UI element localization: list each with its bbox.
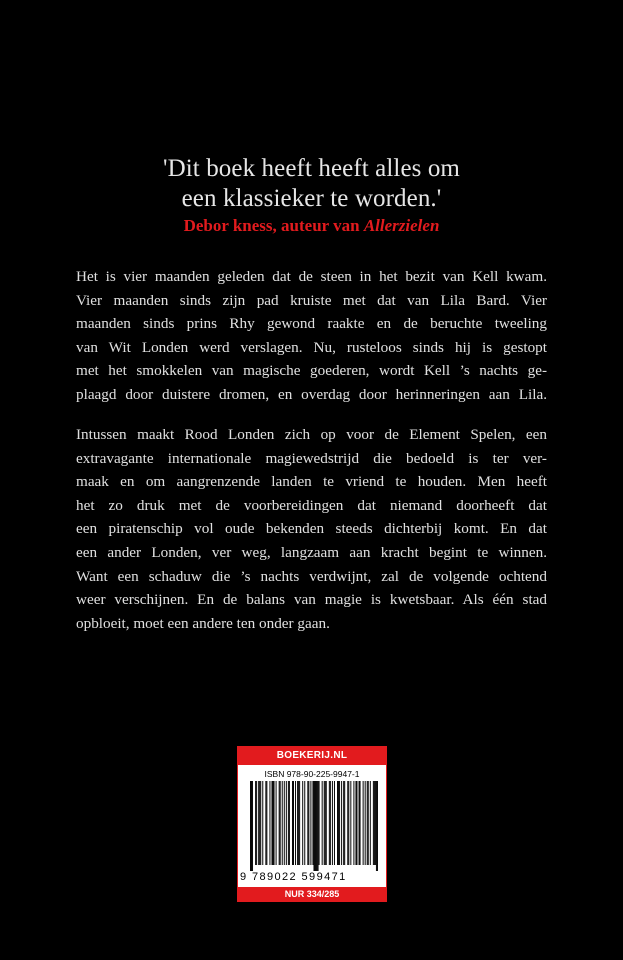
blurb-line: met het smokkelen van magische goederen, wordt Kell ’s nachts ge- — [76, 362, 547, 380]
barcode-bar — [334, 781, 335, 865]
blurb-line: plaagd door duistere dromen, en overdag door herinneringen aan Lila. — [76, 385, 547, 403]
barcode-bar — [298, 781, 299, 865]
barcode-bar — [293, 781, 294, 865]
barcode-bar — [348, 781, 349, 865]
barcode-bar — [373, 781, 374, 865]
barcode-bar — [322, 781, 323, 865]
barcode-bar — [286, 781, 287, 865]
quote-line-2: een klassieker te worden.' — [181, 185, 442, 212]
barcode-bar — [299, 781, 300, 865]
barcode-bar — [315, 781, 316, 871]
barcode-bar — [376, 781, 377, 871]
barcode-bar — [273, 781, 274, 865]
barcode-bar — [260, 781, 261, 865]
barcode-bar — [272, 781, 273, 865]
barcode-bar — [375, 781, 376, 865]
barcode-bar — [250, 781, 251, 871]
blurb-line: het zo druk met de voorbereidingen dat niemand doorheeft dat — [76, 496, 547, 514]
blurb-line: weer verschijnen. En de balans van magie is kwetsbaar. Als één stad — [76, 591, 547, 609]
nur-code: NUR 334/285 — [238, 887, 386, 901]
barcode-bar — [262, 781, 263, 865]
barcode-bar — [341, 781, 342, 865]
barcode-bar — [350, 781, 351, 865]
review-quote — [0, 154, 623, 237]
barcode-bar — [363, 781, 364, 865]
blurb-line: maak en om aangrenzende landen te vriend te houden. Men heeft — [76, 473, 547, 491]
isbn-label: ISBN 978-90-225-9947-1 — [264, 769, 360, 779]
barcode-sticker — [237, 746, 387, 902]
blurb-line: Het is vier maanden geleden dat de steen in het bezit van Kell kwam. — [76, 268, 547, 285]
barcode — [250, 781, 378, 871]
blurb-line: Intussen maakt Rood Londen zich op voor de Element Spelen, een — [76, 426, 547, 443]
barcode-bar — [266, 781, 267, 865]
barcode-bar — [353, 781, 354, 865]
barcode-bar — [316, 781, 317, 871]
blurb-paragraph-2 — [76, 423, 547, 635]
barcode-bar — [347, 781, 348, 865]
barcode-bar — [265, 781, 266, 865]
barcode-bar — [259, 781, 260, 865]
barcode-bar — [251, 781, 252, 871]
barcode-bar — [319, 781, 320, 865]
barcode-bar — [355, 781, 356, 865]
barcode-bar — [256, 781, 257, 865]
barcode-bar — [330, 781, 331, 865]
barcode-bar — [279, 781, 280, 865]
blurb-line: een piratenschip vol oude bekenden steeds dichterbij komt. En dat — [76, 520, 547, 538]
barcode-bar — [312, 781, 313, 865]
barcode-bar — [368, 781, 369, 865]
blurb-paragraph-1 — [76, 265, 547, 407]
quote-attribution — [0, 215, 623, 237]
barcode-digits: 9 789022 599471 — [240, 871, 347, 883]
barcode-bar — [337, 781, 338, 865]
barcode-bar — [367, 781, 368, 865]
barcode-bar — [282, 781, 283, 865]
barcode-bar — [370, 781, 371, 865]
barcode-bar — [308, 781, 309, 865]
blurb-line: een ander Londen, ver weg, langzaam aan kracht begint te winnen. — [76, 543, 547, 561]
barcode-bar — [359, 781, 360, 865]
blurb-line: maanden sinds prins Rhy gewond raakte en de beruchte tweeling — [76, 315, 547, 333]
barcode-bar — [329, 781, 330, 865]
barcode-bar — [310, 781, 311, 865]
barcode-bar — [292, 781, 293, 865]
barcode-bar — [313, 781, 314, 871]
barcode-bar — [280, 781, 281, 865]
barcode-bar — [284, 781, 285, 865]
barcode-bar — [356, 781, 357, 865]
barcode-bar — [326, 781, 327, 865]
barcode-bar — [344, 781, 345, 865]
barcode-bar — [377, 781, 378, 871]
barcode-bar — [338, 781, 339, 865]
barcode-bar — [258, 781, 259, 865]
barcode-bar — [339, 781, 340, 865]
quote-line-1: 'Dit boek heeft heeft alles om — [163, 155, 460, 182]
barcode-bar — [295, 781, 296, 865]
barcode-bar — [304, 781, 305, 865]
barcode-bar — [307, 781, 308, 865]
barcode-bar — [252, 781, 253, 871]
barcode-bar — [343, 781, 344, 865]
blurb-line: Vier maanden sinds zijn pad kruiste met dat van Lila Bard. Vier — [76, 291, 547, 309]
blurb-line: extravagante internationale magiewedstrijd die bedoeld is ter ver- — [76, 449, 547, 467]
barcode-bar — [374, 781, 375, 865]
barcode-bar — [325, 781, 326, 865]
attribution-book-title: Allerzielen — [363, 216, 440, 235]
barcode-bar — [360, 781, 361, 865]
barcode-bar — [288, 781, 289, 865]
barcode-bar — [289, 781, 290, 865]
barcode-bar — [317, 781, 318, 871]
barcode-bar — [274, 781, 275, 865]
barcode-bar — [365, 781, 366, 865]
barcode-bar — [297, 781, 298, 865]
barcode-bar — [318, 781, 319, 871]
barcode-bar — [324, 781, 325, 865]
barcode-bar — [269, 781, 270, 865]
attribution-author: Debor kness, auteur van — [183, 216, 364, 235]
publisher-site: BOEKERIJ.NL — [238, 747, 386, 765]
blurb-line: Want een schaduw die ’s nachts verdwijnt, zal de volgende ochtend — [76, 567, 547, 585]
blurb-line: opbloeit, moet een andere ten onder gaan. — [76, 614, 330, 632]
barcode-bar — [276, 781, 277, 865]
blurb-line: van Wit Londen werd verslagen. Nu, rusteloos sinds hij is gestopt — [76, 338, 547, 356]
barcode-bar — [302, 781, 303, 865]
barcode-bar — [332, 781, 333, 865]
barcode-bar — [255, 781, 256, 865]
